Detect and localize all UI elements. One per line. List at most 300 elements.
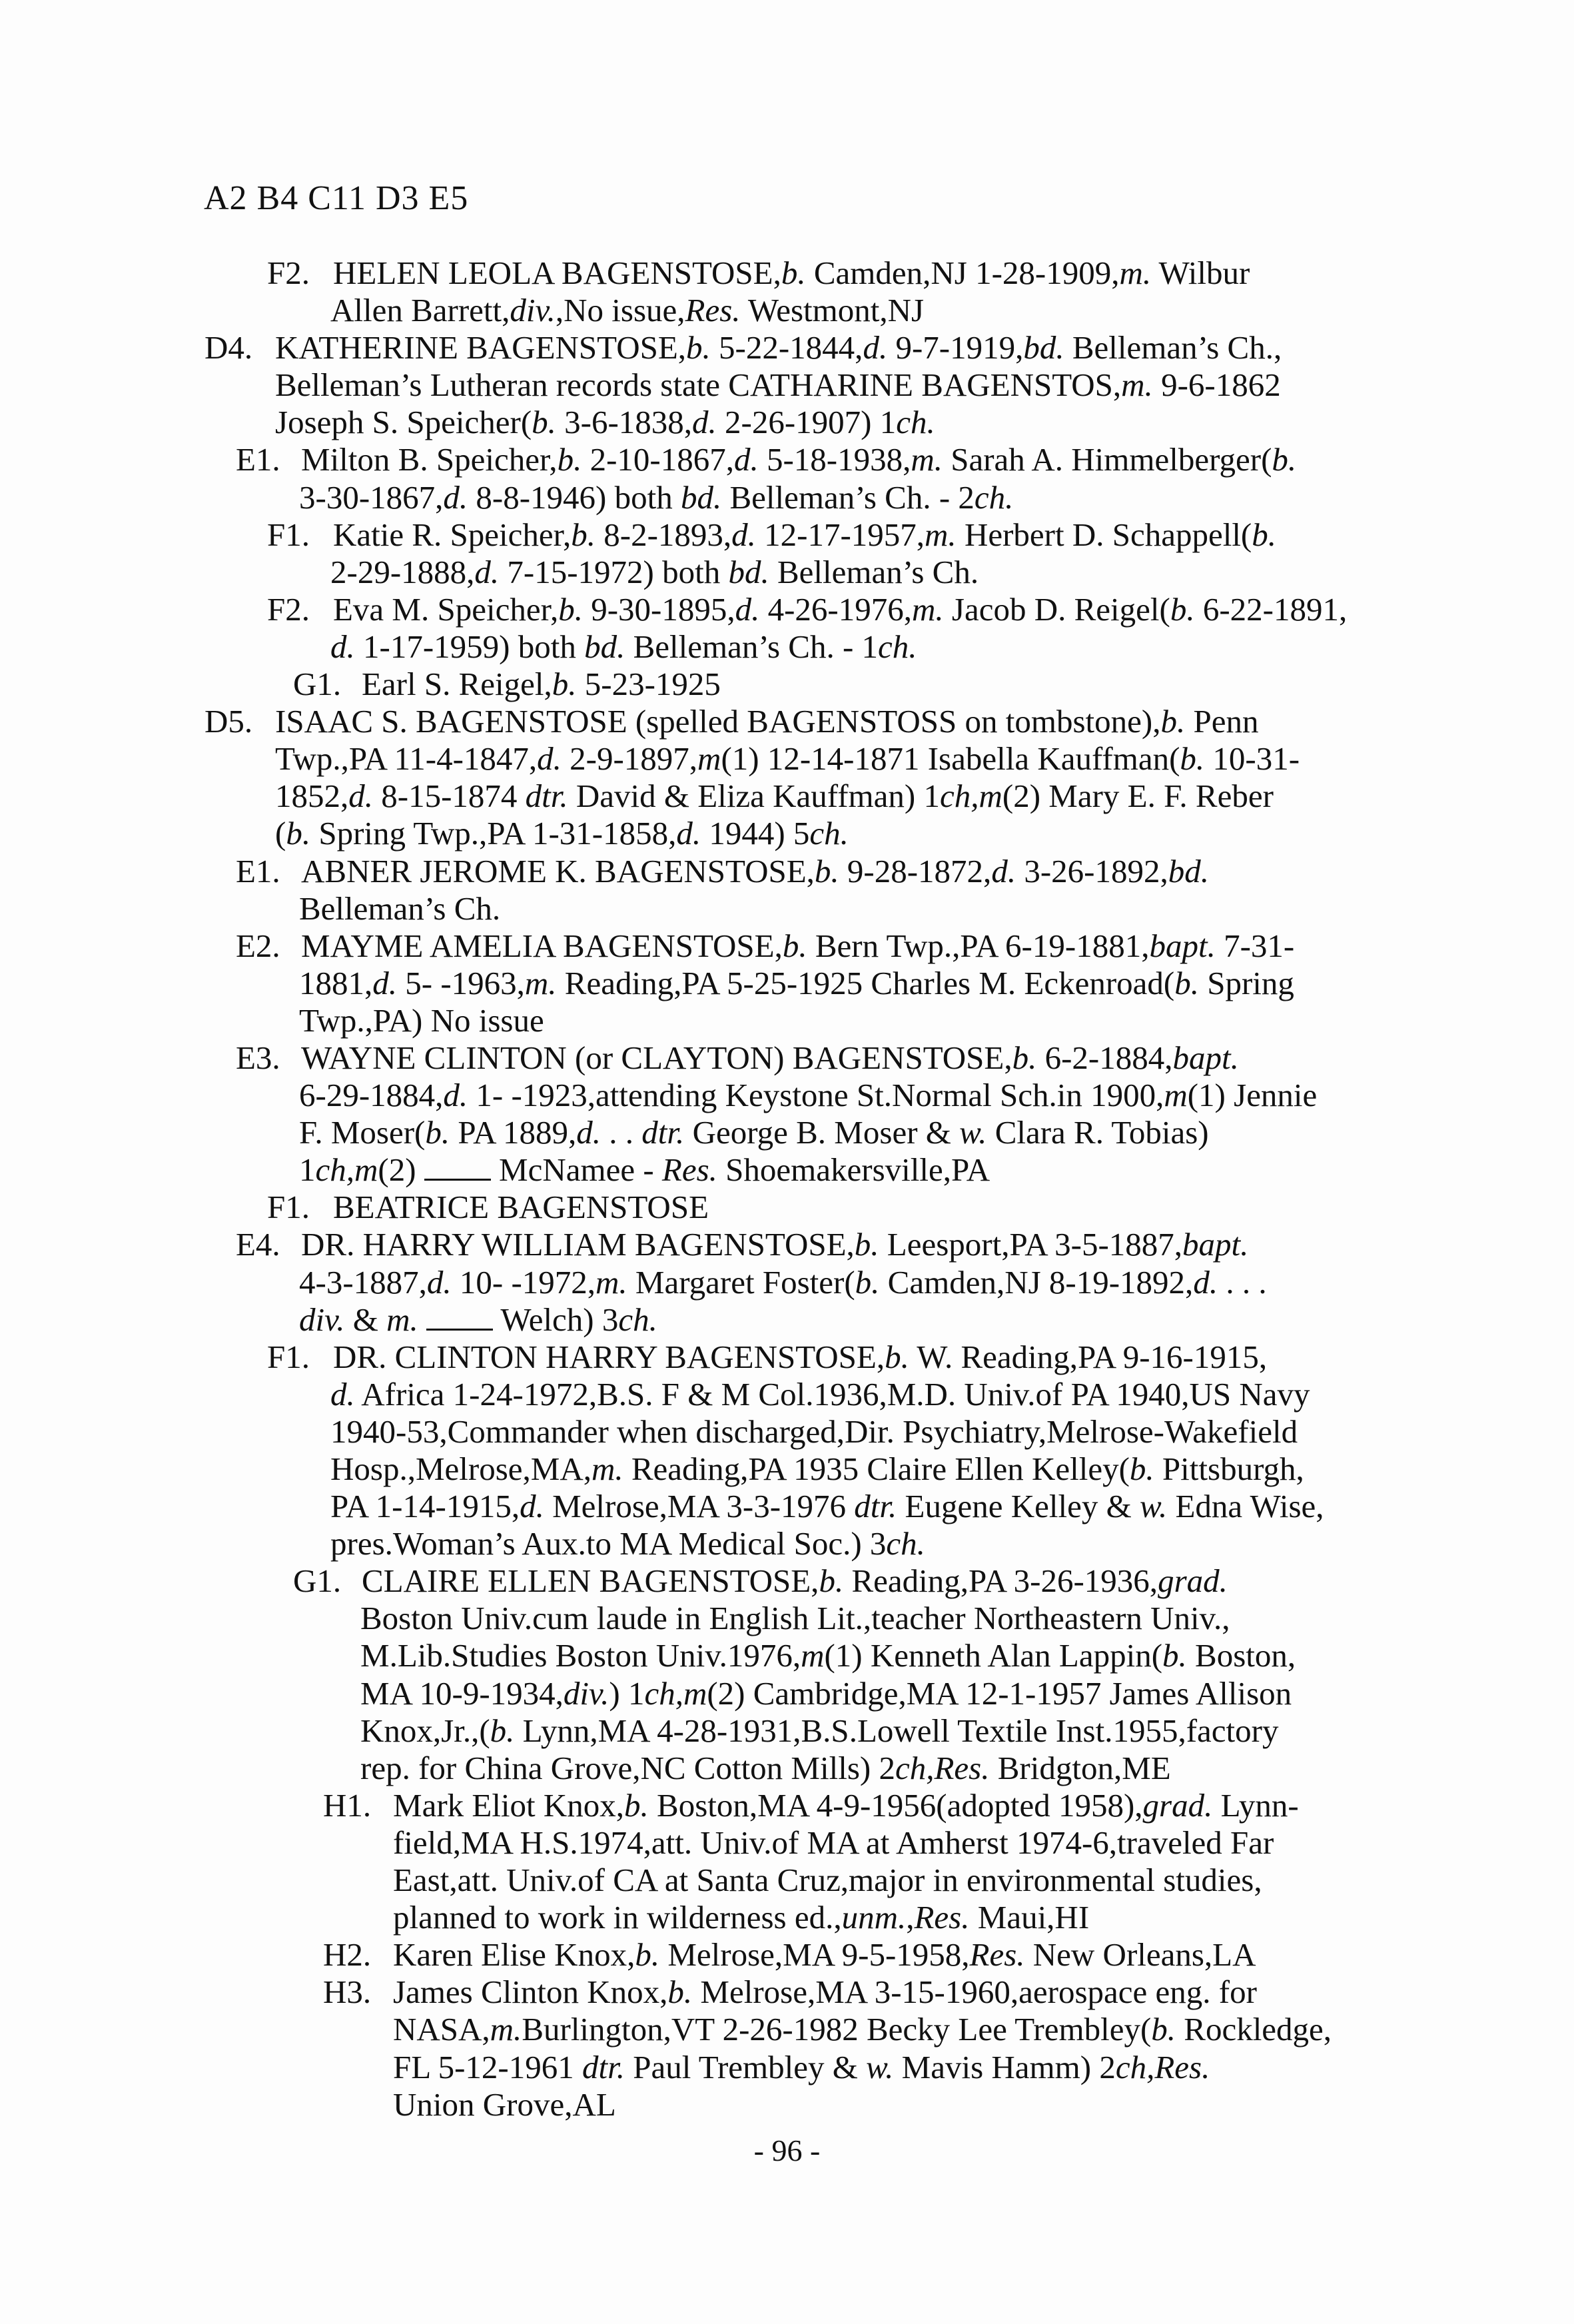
genealogy-entry (0, 1974, 1574, 2123)
abbreviation-italic: m (697, 740, 721, 778)
abbreviation-italic: b. (1129, 1451, 1154, 1487)
entry-text (301, 1226, 1248, 1263)
entry-text (330, 1413, 1298, 1451)
abbreviation-italic: b. (782, 927, 807, 964)
text-run: HELEN LEOLA BAGENSTOSE, (333, 255, 781, 291)
genealogy-entry (0, 927, 1574, 1039)
abbreviation-italic: ch. (974, 478, 1014, 516)
abbreviation-italic: d. (443, 1077, 468, 1114)
text-run: CLAIRE ELLEN BAGENSTOSE, (362, 1562, 819, 1600)
text-run: 6-22-1891, (1194, 590, 1348, 628)
abbreviation-italic: w. (866, 2048, 894, 2085)
abbreviation-italic: ch,m (940, 778, 1002, 815)
entry-text (333, 1189, 709, 1226)
generation-label: G1. (293, 1562, 342, 1600)
abbreviation-italic: d. (1193, 1263, 1218, 1301)
text-run: 3-26-1892, (1016, 852, 1168, 889)
text-run: Belleman’s Ch. (299, 889, 501, 927)
text-run: MAYME AMELIA BAGENSTOSE, (301, 927, 783, 964)
text-run: 1- -1923,attending Keystone St.Normal Sch.in 1900, (468, 1077, 1164, 1114)
text-run: Belleman’s Ch. - 2 (721, 478, 975, 516)
genealogy-entry (0, 516, 1574, 591)
entry-continuation-line (0, 366, 1574, 404)
text-run: Boston,MA 4-9-1956(adopted 1958), (648, 1786, 1143, 1824)
abbreviation-italic: d. (863, 329, 888, 366)
abbreviation-italic: d. (426, 1263, 452, 1301)
abbreviation-italic: m. (912, 590, 944, 628)
abbreviation-italic: w. (1139, 1488, 1168, 1525)
abbreviation-italic: b. (855, 1263, 880, 1301)
text-run: Clara R. Tobias) (986, 1114, 1209, 1151)
abbreviation-italic: dtr. (525, 778, 568, 815)
abbreviation-italic: div. (563, 1674, 609, 1712)
abbreviation-italic: b. (557, 441, 582, 478)
abbreviation-italic: w. (959, 1114, 987, 1151)
entry-text (299, 1002, 544, 1039)
blank-underline (424, 1152, 491, 1181)
text-run: Jacob D. Reigel( (943, 590, 1170, 628)
abbreviation-italic: b. (532, 404, 556, 441)
blank-underline (426, 1302, 493, 1331)
text-run: ) 1 (609, 1674, 645, 1712)
text-run: Burlington,VT 2-26-1982 Becky Lee Trembley( (522, 2011, 1152, 2048)
text-run: F. Moser( (299, 1114, 426, 1151)
text-run: Lynn- (1212, 1786, 1299, 1824)
text-run: Margaret Foster( (627, 1263, 855, 1301)
entry-first-line (0, 591, 1574, 628)
text-run: 3-30-1867, (299, 478, 444, 516)
entry-text (362, 1562, 1228, 1600)
abbreviation-italic: d. (733, 441, 759, 478)
text-run: planned to work in wilderness ed., (393, 1899, 842, 1936)
entry-text (299, 1301, 657, 1339)
abbreviation-italic: b. (286, 815, 311, 852)
abbreviation-italic: grad. (1142, 1786, 1213, 1824)
entry-continuation-line (0, 2086, 1574, 2123)
entry-continuation-line (0, 292, 1574, 329)
genealogy-entry (0, 255, 1574, 329)
text-run: Spring Twp.,PA 1-31-1858, (310, 815, 677, 852)
entry-first-line (0, 703, 1574, 740)
text-run: Bridgton,ME (989, 1749, 1171, 1786)
text-run: 10-31- (1204, 740, 1300, 778)
text-run: Reading,PA 3-26-1936, (843, 1562, 1158, 1600)
text-run: Reading,PA 5-25-1925 Charles M. Eckenroad( (556, 964, 1175, 1001)
abbreviation-italic: dtr. (582, 2048, 625, 2085)
text-run: 8-15-1874 (373, 778, 526, 815)
text-run: Welch) 3 (493, 1301, 619, 1338)
entry-text (275, 404, 935, 441)
entry-text (301, 853, 1209, 890)
generation-label: E3. (236, 1039, 280, 1076)
entry-continuation-line (0, 965, 1574, 1002)
text-run (418, 1301, 426, 1338)
text-run: M.Lib.Studies Boston Univ.1976, (360, 1637, 801, 1674)
text-run: 12-17-1957, (755, 516, 925, 553)
generation-label: F1. (267, 1338, 310, 1375)
abbreviation-italic: div. (510, 292, 556, 329)
entry-text (360, 1637, 1296, 1674)
text-run: NASA, (393, 2011, 490, 2048)
abbreviation-italic: b. (490, 1712, 515, 1749)
text-run: 4-3-1887, (299, 1263, 427, 1301)
text-run: Sarah A. Himmelberger( (942, 441, 1272, 478)
abbreviation-italic: ch. (618, 1301, 657, 1338)
text-run: 2-10-1867, (582, 441, 734, 478)
entry-text (360, 1750, 1171, 1787)
entry-first-line (0, 516, 1574, 554)
abbreviation-italic: bd. (1168, 852, 1209, 889)
text-run: Leesport,PA 3-5-1887, (879, 1226, 1183, 1263)
entry-first-line (0, 329, 1574, 366)
text-run: 2-29-1888, (330, 553, 475, 590)
entry-continuation-line (0, 1264, 1574, 1301)
entry-continuation-line (0, 2049, 1574, 2086)
text-run: ( (275, 815, 286, 852)
text-run: Joseph S. Speicher( (275, 404, 532, 441)
entry-first-line (0, 441, 1574, 478)
generation-label: F2. (267, 255, 310, 291)
entry-first-line (0, 1339, 1574, 1376)
text-run: Shoemakersville,PA (717, 1151, 990, 1189)
entry-text (360, 1712, 1278, 1750)
text-run: David & Eliza Kauffman) 1 (568, 778, 940, 815)
entry-text (393, 1862, 1262, 1899)
text-run: 1940-53,Commander when discharged,Dir. Psychiatry,Melrose-Wakefield (330, 1413, 1298, 1450)
entry-continuation-line (0, 1750, 1574, 1787)
abbreviation-italic: d. (330, 628, 355, 665)
abbreviation-italic: b. (571, 516, 596, 553)
text-run: 4-26-1976, (759, 590, 912, 628)
text-run: FL 5-12-1961 (393, 2048, 582, 2085)
text-run: 8-2-1893, (595, 516, 732, 553)
text-run: Melrose,MA 3-3-1976 (544, 1488, 855, 1525)
abbreviation-italic: d. (330, 1375, 355, 1413)
text-run: Mark Eliot Knox, (393, 1786, 625, 1824)
text-run: 5-22-1844, (710, 329, 863, 366)
text-run: 2-26-1907) 1 (716, 404, 897, 441)
entry-text (360, 1600, 1230, 1637)
text-run: rep. for China Grove,NC Cotton Mills) 2 (360, 1749, 895, 1786)
genealogy-entry (0, 1936, 1574, 1974)
text-run: Mavis Hamm) 2 (893, 2048, 1116, 2085)
text-run: . . (601, 1114, 642, 1151)
abbreviation-italic: ch,m (315, 1151, 378, 1189)
abbreviation-italic: b. (624, 1786, 649, 1824)
abbreviation-italic: ch. (878, 628, 917, 665)
text-run: Boston Univ.cum laude in English Lit.,teacher Northeastern Univ., (360, 1600, 1230, 1637)
abbreviation-italic: b. (1151, 2011, 1176, 2048)
genealogy-entry (0, 1339, 1574, 1563)
page-number: - 96 - (753, 2133, 821, 2167)
text-run: Bern Twp.,PA 6-19-1881, (807, 927, 1150, 964)
abbreviation-italic: d. (991, 852, 1016, 889)
text-run: 9-7-1919, (887, 329, 1024, 366)
abbreviation-italic: ch,m (644, 1674, 707, 1712)
abbreviation-italic: b. (814, 852, 839, 889)
entry-text (299, 479, 1013, 516)
entry-continuation-line (0, 2011, 1574, 2048)
entry-continuation-line (0, 1077, 1574, 1114)
abbreviation-italic: bd. (1023, 329, 1064, 366)
abbreviation-italic: d. (372, 964, 397, 1001)
entry-first-line (0, 1226, 1574, 1263)
abbreviation-italic: bd. (584, 628, 625, 665)
generation-label: D4. (204, 329, 253, 366)
entry-continuation-line (0, 1600, 1574, 1637)
generation-label: E2. (236, 927, 280, 964)
entry-text (393, 2049, 1210, 2086)
entry-text (393, 2086, 616, 2123)
entry-text (299, 1151, 990, 1189)
entry-first-line (0, 666, 1574, 703)
abbreviation-italic: d. (576, 1114, 601, 1151)
entry-text (275, 815, 849, 852)
generation-label: E1. (236, 441, 280, 478)
entry-continuation-line (0, 1637, 1574, 1674)
abbreviation-italic: unm. (841, 1899, 907, 1936)
abbreviation-italic: ch. (809, 815, 849, 852)
text-run: Belleman’s Lutheran records state CATHARINE BAGENSTOS, (275, 366, 1122, 404)
entry-continuation-line (0, 1824, 1574, 1862)
entry-continuation-line (0, 778, 1574, 815)
abbreviation-italic: b. (1012, 1039, 1037, 1076)
text-run: & (344, 1301, 387, 1338)
entry-text (330, 1488, 1324, 1525)
text-run: Twp.,PA 11-4-1847, (275, 740, 538, 778)
entry-text (301, 441, 1296, 478)
entry-text (393, 1974, 1257, 2011)
genealogy-entry (0, 1226, 1574, 1338)
abbreviation-italic: bapt. (1172, 1039, 1239, 1076)
entry-continuation-line (0, 1675, 1574, 1712)
entry-text (333, 591, 1347, 628)
text-run: 1881, (299, 964, 373, 1001)
entry-text (330, 1525, 925, 1562)
text-run: 2-9-1897, (561, 740, 698, 778)
abbreviation-italic: b. (1162, 1637, 1187, 1674)
text-run: field,MA H.S.1974,att. Univ.of MA at Amherst 1974-6,traveled Far (393, 1824, 1274, 1861)
text-run: Africa 1-24-1972,B.S. F & M Col.1936,M.D. Univ.of PA 1940,US Navy (354, 1375, 1310, 1413)
abbreviation-italic: d. (537, 740, 562, 778)
abbreviation-italic: b. (425, 1114, 450, 1151)
text-run: KATHERINE BAGENSTOSE, (275, 329, 687, 366)
entry-text (393, 1824, 1274, 1862)
abbreviation-italic: d. (474, 553, 500, 590)
entry-text (393, 2011, 1332, 2048)
generation-label: H1. (323, 1786, 372, 1824)
text-run: Maui,HI (969, 1899, 1090, 1936)
genealogy-entry (0, 666, 1574, 703)
entry-text (393, 1936, 1256, 1974)
abbreviation-italic: bapt. (1149, 927, 1216, 964)
abbreviation-italic: b. (1272, 441, 1297, 478)
text-run: McNamee - (490, 1151, 662, 1189)
abbreviation-italic: b. (1160, 703, 1186, 740)
generation-label: F1. (267, 1189, 310, 1226)
abbreviation-italic: ch,Res. (895, 1749, 990, 1786)
text-run: MA 10-9-1934, (360, 1674, 564, 1712)
generation-label: H2. (323, 1936, 372, 1974)
entry-continuation-line (0, 740, 1574, 778)
genealogy-entry (0, 853, 1574, 927)
text-run: W. Reading,PA 9-16-1915, (909, 1338, 1268, 1375)
text-run: . . . (1218, 1263, 1267, 1301)
abbreviation-italic: d. (676, 815, 701, 852)
text-run: 9-30-1895, (582, 590, 735, 628)
text-run: Westmont,NJ (740, 292, 925, 329)
text-run: Paul Trembley & (625, 2048, 867, 2085)
text-run: Allen Barrett, (330, 292, 510, 329)
entry-text (275, 329, 1282, 366)
text-run: 1 (299, 1151, 316, 1189)
generation-label: F1. (267, 516, 310, 553)
text-run: Milton B. Speicher, (301, 441, 558, 478)
text-run: DR. HARRY WILLIAM BAGENSTOSE, (301, 1226, 855, 1263)
entry-continuation-line (0, 628, 1574, 666)
abbreviation-italic: grad. (1158, 1562, 1228, 1600)
entry-continuation-line (0, 1413, 1574, 1451)
abbreviation-italic: m. (386, 1301, 418, 1338)
generation-label: E1. (236, 852, 280, 889)
text-run: 6-2-1884, (1036, 1039, 1173, 1076)
abbreviation-italic: m (1164, 1077, 1188, 1114)
abbreviation-italic: b. (667, 1974, 693, 2011)
text-run: 8-8-1946) both (468, 478, 681, 516)
entry-text (333, 516, 1276, 554)
text-run: Katie R. Speicher, (333, 516, 572, 553)
genealogy-entry (0, 329, 1574, 441)
entry-first-line (0, 1189, 1574, 1226)
abbreviation-italic: d. (443, 478, 468, 516)
entry-continuation-line (0, 1301, 1574, 1339)
text-run: (2) Mary E. F. Reber (1002, 778, 1274, 815)
text-run: 1-17-1959) both (354, 628, 585, 665)
text-run: 5-18-1938, (758, 441, 911, 478)
text-run: 7-31- (1215, 927, 1295, 964)
text-run: Penn (1185, 703, 1259, 740)
text-run: Camden,NJ 1-28-1909, (805, 255, 1120, 291)
entry-continuation-line (0, 1114, 1574, 1151)
entry-first-line (0, 1787, 1574, 1824)
abbreviation-italic: d. (348, 778, 373, 815)
text-run: Melrose,MA 3-15-1960,aerospace eng. for (692, 1974, 1257, 2011)
text-run: Hosp.,Melrose,MA, (330, 1451, 591, 1487)
generation-label: G1. (293, 666, 342, 703)
text-run: ,No issue, (555, 292, 685, 329)
text-run: Twp.,PA) No issue (299, 1001, 544, 1039)
text-run: (2) Cambridge,MA 12-1-1957 James Allison (707, 1674, 1292, 1712)
text-run: 9-28-1872, (839, 852, 992, 889)
abbreviation-italic: b. (854, 1226, 879, 1263)
entry-continuation-line (0, 815, 1574, 852)
text-run: James Clinton Knox, (393, 1974, 668, 2011)
text-run: (1) Kenneth Alan Lappin( (824, 1637, 1163, 1674)
abbreviation-italic: b. (781, 255, 806, 291)
entry-first-line (0, 1936, 1574, 1974)
entry-text (299, 1114, 1209, 1151)
entry-text (330, 628, 917, 666)
abbreviation-italic: bapt. (1182, 1226, 1249, 1263)
text-run: DR. CLINTON HARRY BAGENSTOSE, (333, 1338, 885, 1375)
abbreviation-italic: dtr. (641, 1114, 685, 1151)
genealogy-entry (0, 1039, 1574, 1189)
generation-label: F2. (267, 590, 310, 628)
text-run: 6-29-1884, (299, 1077, 444, 1114)
text-run: Wilbur (1151, 255, 1250, 291)
entry-first-line (0, 1039, 1574, 1077)
abbreviation-italic: dtr. (854, 1488, 897, 1525)
entry-continuation-line (0, 404, 1574, 441)
abbreviation-italic: m. (524, 964, 557, 1001)
text-run: Reading,PA 1935 Claire Ellen Kelley( (623, 1451, 1130, 1487)
abbreviation-italic: ch. (896, 404, 935, 441)
entry-text (275, 778, 1274, 815)
text-run: Knox,Jr.,( (360, 1712, 490, 1749)
text-run: Edna Wise, (1167, 1488, 1324, 1525)
text-run: Spring (1198, 964, 1294, 1001)
entry-first-line (0, 927, 1574, 965)
genealogy-entry (0, 1189, 1574, 1226)
abbreviation-italic: b. (885, 1338, 909, 1375)
text-run: Earl S. Reigel, (362, 666, 552, 703)
entry-text (330, 292, 924, 329)
entry-text (393, 1787, 1299, 1824)
text-run: (1) 12-14-1871 Isabella Kauffman( (721, 740, 1180, 778)
text-run: pres.Woman’s Aux.to MA Medical Soc.) 3 (330, 1525, 887, 1562)
text-run: 5- -1963, (397, 964, 525, 1001)
abbreviation-italic: m (801, 1637, 825, 1674)
abbreviation-italic: d. (735, 590, 760, 628)
abbreviation-italic: ch,Res. (1115, 2048, 1210, 2085)
text-run: Belleman’s Ch., (1064, 329, 1282, 366)
entry-text (330, 1451, 1304, 1488)
generation-label: D5. (204, 703, 253, 740)
text-run: 7-15-1972) both (499, 553, 729, 590)
text-run: ISAAC S. BAGENSTOSE (spelled BAGENSTOSS on tombstone), (275, 703, 1161, 740)
entry-continuation-line (0, 479, 1574, 516)
abbreviation-italic: b. (1174, 964, 1199, 1001)
text-run: Lynn,MA 4-28-1931,B.S.Lowell Textile Inst.1955,factory (514, 1712, 1279, 1749)
text-run: 5-23-1925 (576, 666, 721, 703)
text-run: Eugene Kelley & (897, 1488, 1140, 1525)
abbreviation-italic: bd. (680, 478, 722, 516)
text-run: BEATRICE BAGENSTOSE (333, 1189, 709, 1226)
abbreviation-italic: b. (558, 590, 583, 628)
abbreviation-italic: b. (1170, 590, 1195, 628)
abbreviation-italic: b. (686, 329, 711, 366)
abbreviation-italic: m. (911, 441, 943, 478)
entry-text (393, 1899, 1089, 1936)
abbreviation-italic: d. (692, 404, 717, 441)
entry-continuation-line (0, 1862, 1574, 1899)
abbreviation-italic: b. (819, 1562, 844, 1600)
entry-text (333, 1339, 1267, 1376)
text-run: 1852, (275, 778, 349, 815)
abbreviation-italic: m. (1119, 255, 1152, 291)
text-run: 10- -1972, (451, 1263, 596, 1301)
text-run: Union Grove,AL (393, 2085, 616, 2123)
entry-continuation-line (0, 1712, 1574, 1750)
abbreviation-italic: Res. (685, 292, 741, 329)
abbreviation-italic: bd. (728, 553, 769, 590)
entry-continuation-line (0, 890, 1574, 927)
abbreviation-italic: m. (490, 2011, 522, 2048)
abbreviation-italic: b. (1180, 740, 1205, 778)
abbreviation-italic: d. (731, 516, 756, 553)
text-run: Rockledge, (1176, 2011, 1332, 2048)
entry-text (275, 703, 1258, 740)
